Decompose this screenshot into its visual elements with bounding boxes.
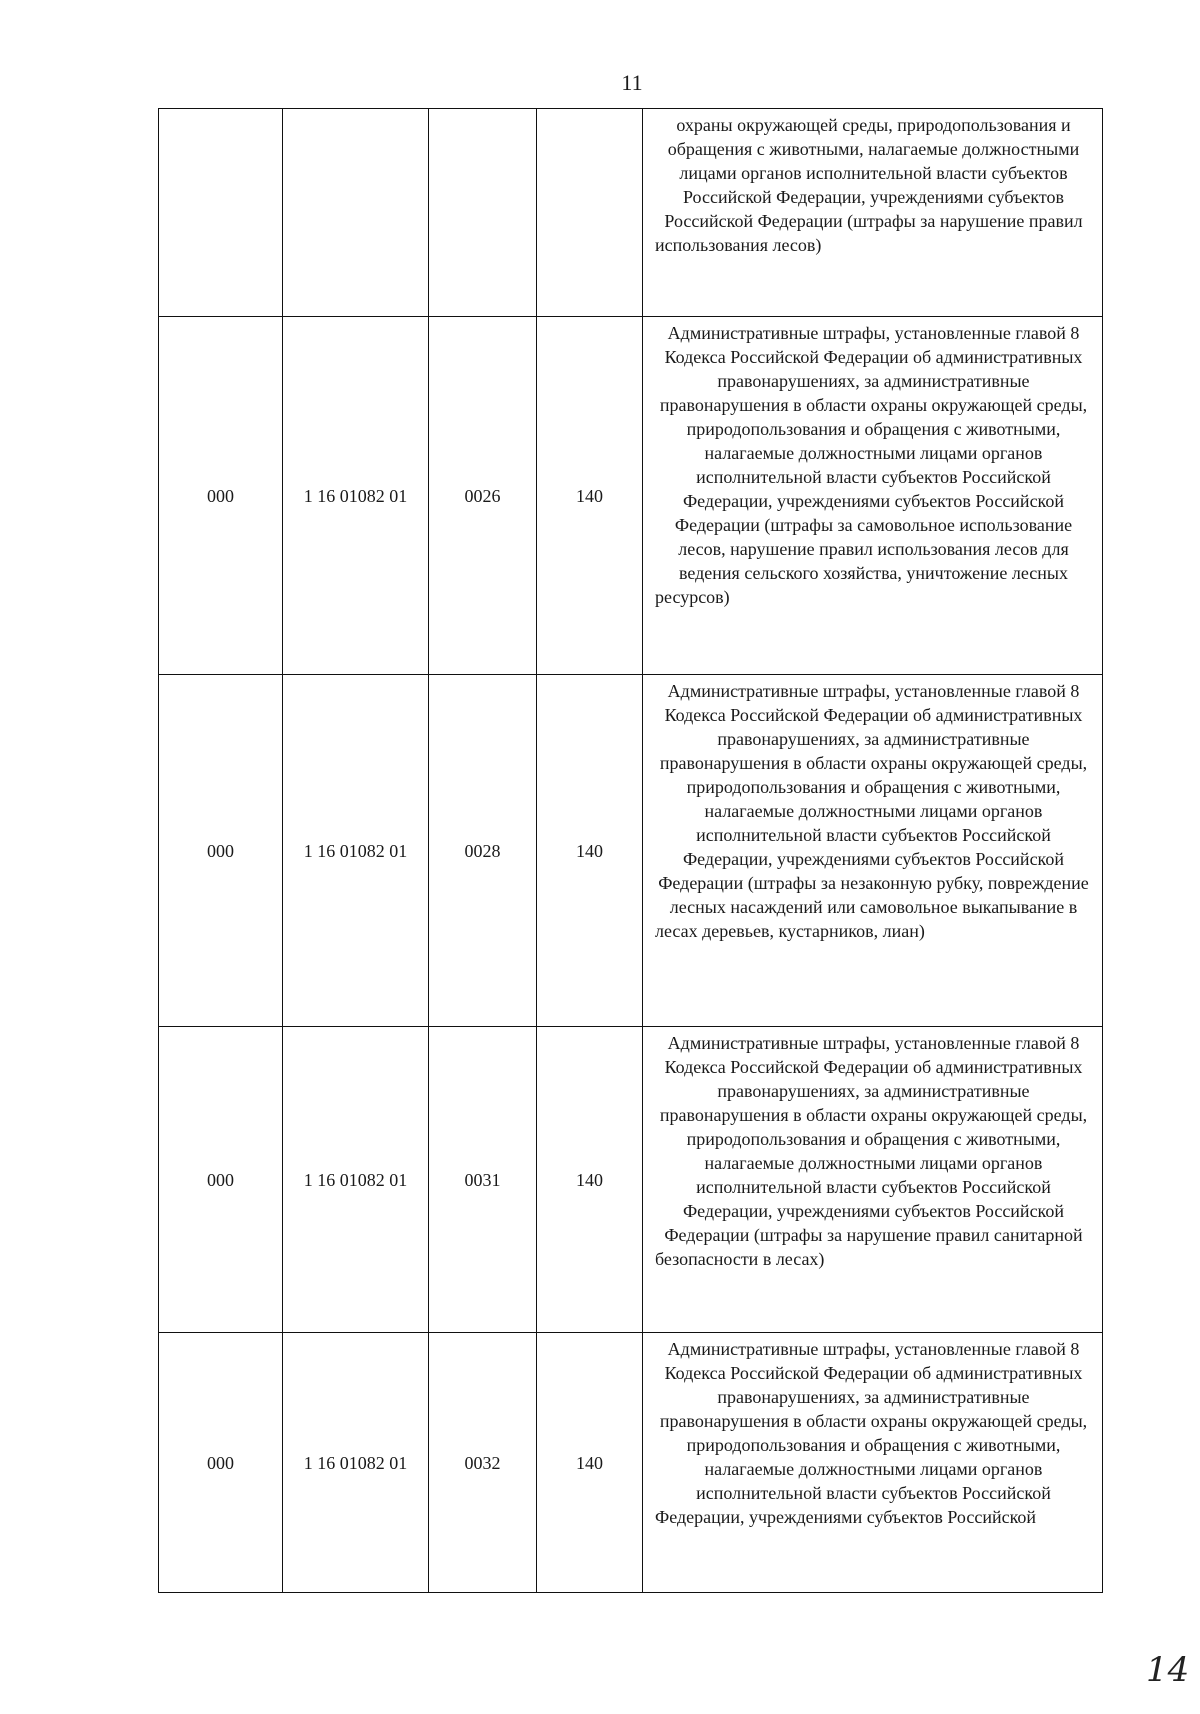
table-row xyxy=(159,1333,1103,1593)
kbk-code-cell: 1 16 01082 01 xyxy=(283,675,429,1027)
admin-code-cell: 000 xyxy=(159,1333,283,1593)
handwritten-sheet-number: 14 xyxy=(1146,1650,1190,1690)
description-cell: Административные штрафы, установленные главой 8 Кодекса Российской Федерации об административных правонарушениях, за административные правонарушения в области охраны окружающей среды, природопользования и обращения с животными, налагаемые должностными лицами органов исполнительной власти субъектов Российской Федерации, учреждениями субъектов Российской Федерации (штрафы за нарушение правил санитарной безопасности в лесах) xyxy=(643,1027,1103,1333)
subtype-code-cell: 0026 xyxy=(429,317,537,675)
budget-classification-table xyxy=(158,108,1103,1593)
classification-code-cell: 140 xyxy=(537,675,643,1027)
classification-code-cell: 140 xyxy=(537,1027,643,1333)
classification-code-cell xyxy=(537,109,643,317)
kbk-code-cell: 1 16 01082 01 xyxy=(283,317,429,675)
kbk-code-cell xyxy=(283,109,429,317)
description-cell: Административные штрафы, установленные главой 8 Кодекса Российской Федерации об административных правонарушениях, за административные правонарушения в области охраны окружающей среды, природопользования и обращения с животными, налагаемые должностными лицами органов исполнительной власти субъектов Российской Федерации, учреждениями субъектов Российской Федерации (штрафы за незаконную рубку, повреждение лесных насаждений или самовольное выкапывание в лесах деревьев, кустарников, лиан) xyxy=(643,675,1103,1027)
table-row xyxy=(159,109,1103,317)
table-row xyxy=(159,675,1103,1027)
kbk-code-cell: 1 16 01082 01 xyxy=(283,1333,429,1593)
description-cell: Административные штрафы, установленные главой 8 Кодекса Российской Федерации об административных правонарушениях, за административные правонарушения в области охраны окружающей среды, природопользования и обращения с животными, налагаемые должностными лицами органов исполнительной власти субъектов Российской Федерации, учреждениями субъектов Российской xyxy=(643,1333,1103,1593)
description-cell: охраны окружающей среды, природопользования и обращения с животными, налагаемые должностными лицами органов исполнительной власти субъектов Российской Федерации, учреждениями субъектов Российской Федерации (штрафы за нарушение правил использования лесов) xyxy=(643,109,1103,317)
classification-code-cell: 140 xyxy=(537,317,643,675)
table-row xyxy=(159,1027,1103,1333)
subtype-code-cell: 0028 xyxy=(429,675,537,1027)
admin-code-cell: 000 xyxy=(159,1027,283,1333)
table-row xyxy=(159,317,1103,675)
admin-code-cell: 000 xyxy=(159,675,283,1027)
kbk-code-cell: 1 16 01082 01 xyxy=(283,1027,429,1333)
description-cell: Административные штрафы, установленные главой 8 Кодекса Российской Федерации об административных правонарушениях, за административные правонарушения в области охраны окружающей среды, природопользования и обращения с животными, налагаемые должностными лицами органов исполнительной власти субъектов Российской Федерации, учреждениями субъектов Российской Федерации (штрафы за самовольное использование лесов, нарушение правил использования лесов для ведения сельского хозяйства, уничтожение лесных ресурсов) xyxy=(643,317,1103,675)
classification-code-cell: 140 xyxy=(537,1333,643,1593)
subtype-code-cell: 0032 xyxy=(429,1333,537,1593)
subtype-code-cell: 0031 xyxy=(429,1027,537,1333)
admin-code-cell: 000 xyxy=(159,317,283,675)
admin-code-cell xyxy=(159,109,283,317)
subtype-code-cell xyxy=(429,109,537,317)
page-number: 11 xyxy=(621,70,643,95)
